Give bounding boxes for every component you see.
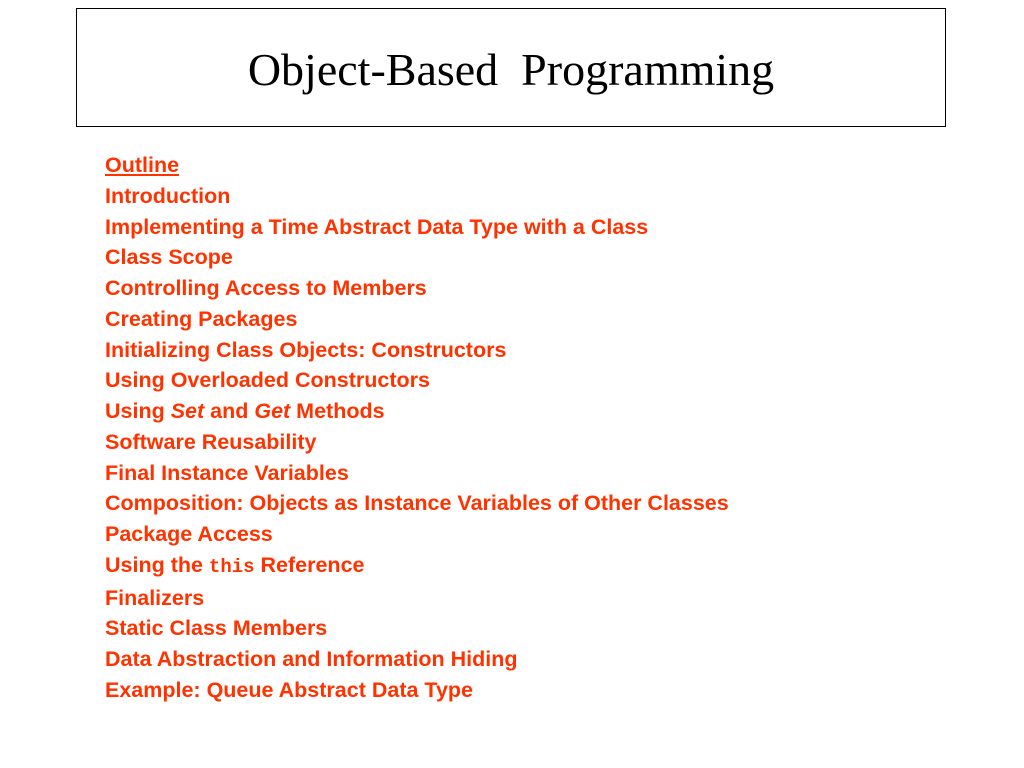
this-keyword: this xyxy=(208,555,255,578)
outline-item: Software Reusability xyxy=(105,429,317,454)
outline-item xyxy=(105,396,729,427)
outline-list xyxy=(105,150,729,706)
outline-item-text: and xyxy=(204,399,255,423)
outline-item xyxy=(105,550,729,583)
outline-item: Creating Packages xyxy=(105,306,298,331)
title-box xyxy=(76,8,946,127)
outline-item: Data Abstraction and Information Hiding xyxy=(105,647,518,671)
outline-item: Class Scope xyxy=(105,245,233,270)
outline-item: Controlling Access to Members xyxy=(105,276,427,300)
outline-item: Example: Queue Abstract Data Type xyxy=(105,677,473,702)
outline-item: Implementing a Time Abstract Data Type with a Class xyxy=(105,214,649,239)
outline-heading xyxy=(105,150,729,181)
outline-item: Introduction xyxy=(105,183,231,208)
outline-item: Final Instance Variables xyxy=(105,460,349,485)
outline-item: Package Access xyxy=(105,522,273,546)
outline-item-text: Using xyxy=(105,399,171,423)
slide-title: Object-Based Programming xyxy=(247,44,775,95)
set-keyword: Set xyxy=(170,399,205,423)
outline-item: Initializing Class Objects: Constructors xyxy=(105,337,507,362)
outline-item: Static Class Members xyxy=(105,616,328,641)
outline-item-text: Methods xyxy=(290,399,385,423)
outline-item: Using Overloaded Constructors xyxy=(105,368,430,393)
outline-heading-label: Outline xyxy=(105,153,180,177)
get-keyword: Get xyxy=(254,399,291,423)
outline-item: Composition: Objects as Instance Variables of Other Classes xyxy=(105,491,729,516)
outline-item: Finalizers xyxy=(105,585,205,610)
outline-item-text: Reference xyxy=(254,552,365,577)
outline-item-text: Using the xyxy=(105,552,209,577)
